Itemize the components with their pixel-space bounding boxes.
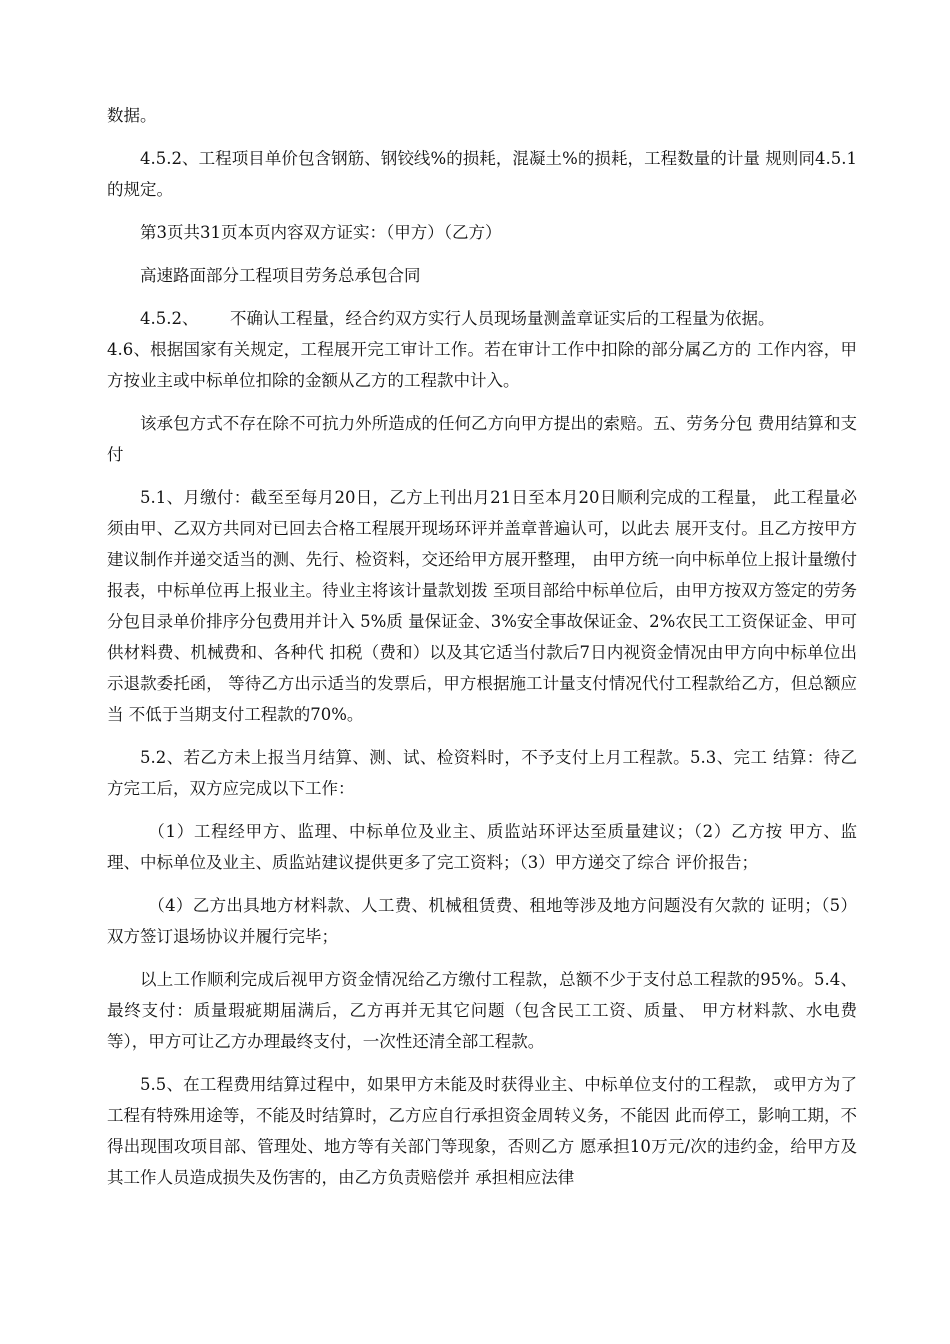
paragraph-5-5-settlement-delay: 5.5、在工程费用结算过程中，如果甲方未能及时获得业主、中标单位支付的工程款， 或甲方为了工程有特殊用途等，不能及时结算时，乙方应自行承担资金周转义务，不能因 此而停工，影响工期，不得出现围攻项目部、管理处、地方等有关部门等现象，否则乙方 愿承担10万元/次的违约金，给甲方及其工作人员造成损失及伤害的，由乙方负责赔偿并 承担相应法律 xyxy=(107,1075,857,1187)
paragraph-claims-section-5: 该承包方式不存在除不可抗力外所造成的任何乙方向甲方提出的索赔。五、劳务分包 费用结算和支付 xyxy=(107,414,857,464)
paragraph-data-end: 数据。 xyxy=(107,106,157,125)
paragraph-4-6-audit: 4.6、根据国家有关规定，工程展开完工审计工作。若在审计工作中扣除的部分属乙方的 工作内容，甲方按业主或中标单位扣除的金额从乙方的工程款中计入。 xyxy=(107,340,857,390)
paragraph-4-5-2-unit-price: 4.5.2、工程项目单价包含钢筋、钢铰线%的损耗，混凝土%的损耗，工程数量的计量 规则同4.5.1的规定。 xyxy=(107,149,857,199)
paragraph-items-4-5: （4）乙方出具地方材料款、人工费、机械租赁费、租地等涉及地方问题没有欠款的 证明；（5）双方签订退场协议并履行完毕； xyxy=(107,896,857,946)
document-page xyxy=(107,100,857,1205)
paragraph-4-5-2-quantity: 4.5.2、 不确认工程量，经合约双方实行人员现场量测盖章证实后的工程量为依据。 xyxy=(140,309,775,328)
contract-running-title: 高速路面部分工程项目劳务总承包合同 xyxy=(140,266,421,285)
paragraph-5-2-5-3-settlement: 5.2、若乙方未上报当月结算、测、试、检资料时，不予支付上月工程款。5.3、完工 结算：待乙方完工后，双方应完成以下工作： xyxy=(107,748,857,798)
paragraph-5-4-final-payment: 以上工作顺利完成后视甲方资金情况给乙方缴付工程款，总额不少于支付总工程款的95%。5.4、最终支付：质量瑕疵期届满后，乙方再并无其它问题（包含民工工资、质量、 甲方材料款、水电费等），甲方可让乙方办理最终支付，一次性还清全部工程款。 xyxy=(107,970,857,1051)
paragraph-items-1-3: （1）工程经甲方、监理、中标单位及业主、质监站环评达至质量建议；（2）乙方按 甲方、监理、中标单位及业主、质监站建议提供更多了完工资料；（3）甲方递交了综合 评价报告； xyxy=(107,822,857,872)
page-footer-confirmation: 第3页共31页本页内容双方证实：（甲方）（乙方） xyxy=(140,223,502,242)
paragraph-5-1-monthly-payment: 5.1、月缴付：截至至每月20日，乙方上刊出月21日至本月20日顺利完成的工程量， 此工程量必须由甲、乙双方共同对已回去合格工程展开现场环评并盖章普遍认可，以此去 展开支付。且乙方按甲方建议制作并递交适当的测、先行、检资料，交还给甲方展开整理， 由甲方统一向中标单位上报计量缴付报表，中标单位再上报业主。待业主将该计量款划拨 至项目部给中标单位后，由甲方按双方签定的劳务分包目录单价排序分包费用并计入 5%质 量保证金、3%安全事故保证金、2%农民工工资保证金、甲可供材料费、机械费和、各种代 扣税（费和）以及其它适当付款后7日内视资金情况由甲方向中标单位出示退款委托函， 等待乙方出示适当的发票后，甲方根据施工计量支付情况代付工程款给乙方，但总额应当 不低于当期支付工程款的70%。 xyxy=(107,488,857,724)
